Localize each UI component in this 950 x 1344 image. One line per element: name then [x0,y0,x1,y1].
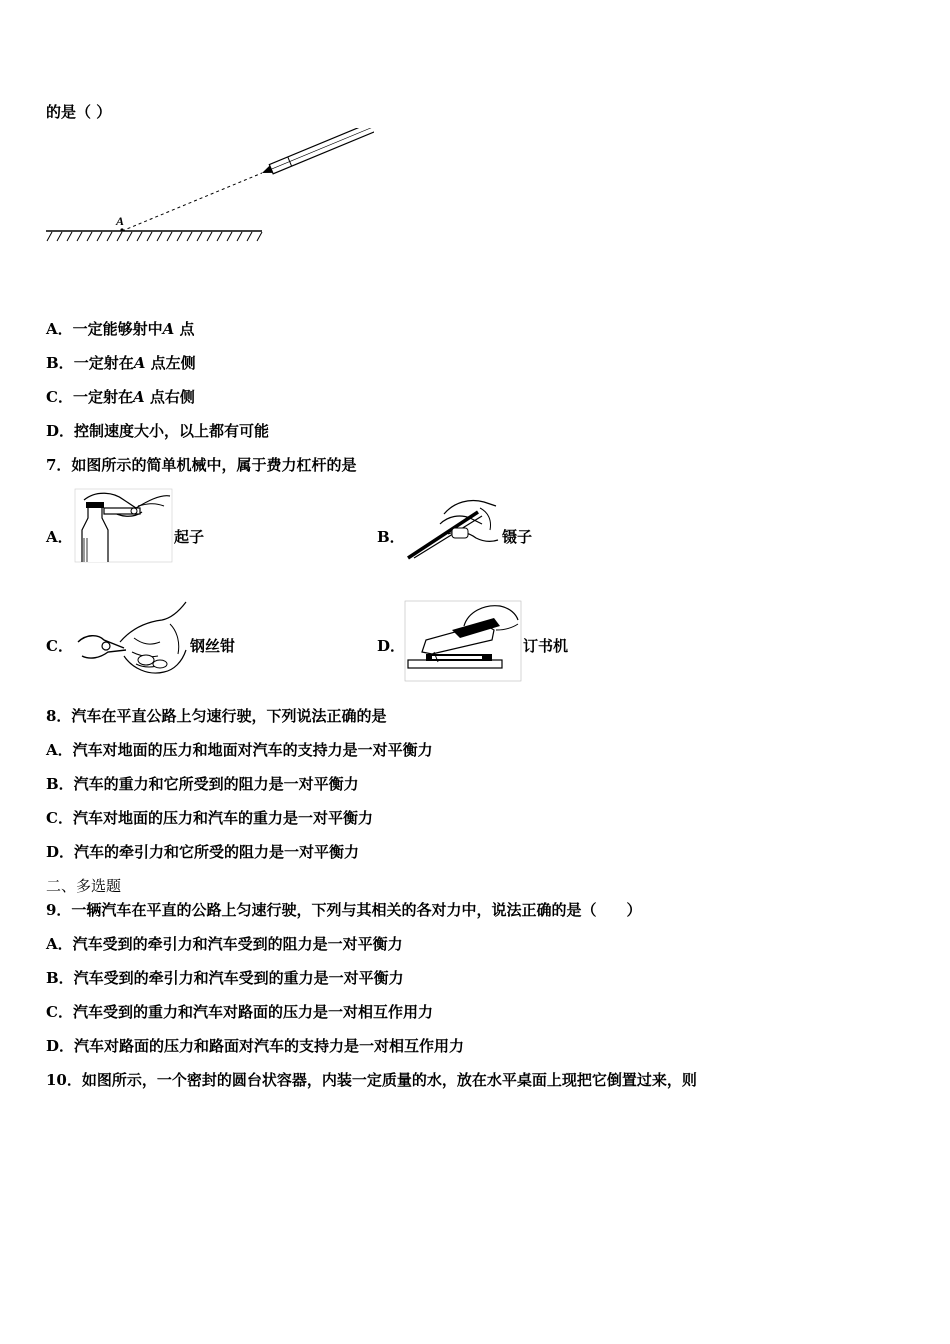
tweezers-icon [404,494,500,564]
q9-option-c[interactable]: C．汽车受到的重力和汽车对路面的压力是一对相互作用力 [46,1003,433,1021]
q7-option-d-label: 订书机 [523,637,569,655]
q8-option-b[interactable]: B．汽车的重力和它所受到的阻力是一对平衡力 [46,775,359,793]
q6-option-b[interactable]: B．一定射在A 点左侧 [46,354,196,372]
laser-pen-icon [260,128,374,178]
q7-option-c-letter[interactable]: C． [46,637,73,655]
q7-option-c-label: 钢丝钳 [190,637,236,655]
q6-stem-tail: 的是（ ） [46,103,112,121]
point-a-label: A [116,214,125,228]
bottle-opener-icon [74,488,174,564]
q8-option-a[interactable]: A．汽车对地面的压力和地面对汽车的支持力是一对平衡力 [46,741,433,759]
q8-option-d[interactable]: D．汽车的牵引力和它所受的阻力是一对平衡力 [46,843,360,861]
q6-option-c[interactable]: C．一定射在A 点右侧 [46,388,195,406]
section-title: 二、多选题 [46,877,122,895]
q9-option-b[interactable]: B．汽车受到的牵引力和汽车受到的重力是一对平衡力 [46,969,404,987]
laser-figure [44,128,374,253]
q7-option-b-label: 镊子 [502,528,533,546]
q8-option-c[interactable]: C．汽车对地面的压力和汽车的重力是一对平衡力 [46,809,373,827]
q7-stem: 7．如图所示的简单机械中，属于费力杠杆的是 [46,456,357,474]
q6-option-d[interactable]: D．控制速度大小，以上都有可能 [46,422,270,440]
q10-stem: 10．如图所示，一个密封的圆台状容器，内装一定质量的水，放在水平桌面上现把它倒置过来，则 [46,1071,697,1089]
q7-option-d-letter[interactable]: D． [377,637,406,655]
q7-option-a-label: 起子 [174,528,205,546]
stapler-icon [404,600,522,682]
q8-stem: 8．汽车在平直公路上匀速行驶，下列说法正确的是 [46,707,387,725]
q9-option-a[interactable]: A．汽车受到的牵引力和汽车受到的阻力是一对平衡力 [46,935,403,953]
q7-option-a-letter[interactable]: A． [46,528,73,546]
q9-option-d[interactable]: D．汽车对路面的压力和路面对汽车的支持力是一对相互作用力 [46,1037,465,1055]
q7-option-b-letter[interactable]: B． [377,528,405,546]
q6-option-a[interactable]: A．一定能够射中A 点 [46,320,195,338]
pliers-icon [74,598,190,682]
q9-stem: 9．一辆汽车在平直的公路上匀速行驶，下列与其相关的各对力中，说法正确的是（ ） [46,901,642,919]
